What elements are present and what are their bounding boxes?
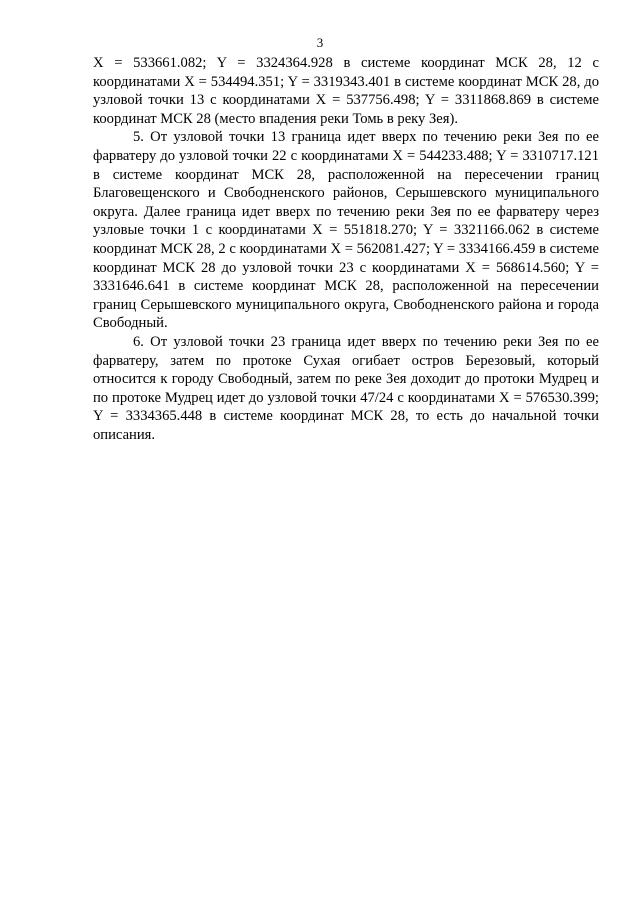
page-number: 3 (316, 35, 324, 50)
paragraph-section-5: 5. От узловой точки 13 граница идет вверх по течению реки Зея по ее фарватеру до узловой точки 22 с координатами X = 544233.488; Y = 3310717.121 в системе координат МСК 28, расположенной на пересечении границ Благовещенского и Свободненского районов, Серышевского муниципального округа. Далее граница идет вверх по течению реки Зея по ее фарватеру через узловые точки 1 с координатами X = 551818.270; Y = 3321166.062 в системе координат МСК 28, 2 с координатами X = 562081.427; Y = 3334166.459 в системе координат МСК 28 до узловой точки 23 с координатами X = 568614.560; Y = 3331646.641 в системе координат МСК 28, расположенной на пересечении границ Серышевского муниципального округа, Свободненского района и города Свободный. (93, 129, 599, 332)
paragraph-section-6: 6. От узловой точки 23 граница идет вверх по течению реки Зея по ее фарватеру, затем по протоке Сухая огибает остров Березовый, который относится к городу Свободный, затем по реке Зея доходит до протоки Мудрец и по протоке Мудрец идет до узловой точки 47/24 с координатами X = 576530.399; Y = 3334365.448 в системе координат МСК 28, то есть до начальной точки описания. (93, 333, 599, 443)
document-body (93, 54, 599, 444)
paragraph-continuation: X = 533661.082; Y = 3324364.928 в системе координат МСК 28, 12 с координатами X = 534494.351; Y = 3319343.401 в системе координат МСК 28, до узловой точки 13 с координатами X = 537756.498; Y = 3311868.869 в системе координат МСК 28 (место впадения реки Томь в реку Зея). (93, 55, 599, 127)
